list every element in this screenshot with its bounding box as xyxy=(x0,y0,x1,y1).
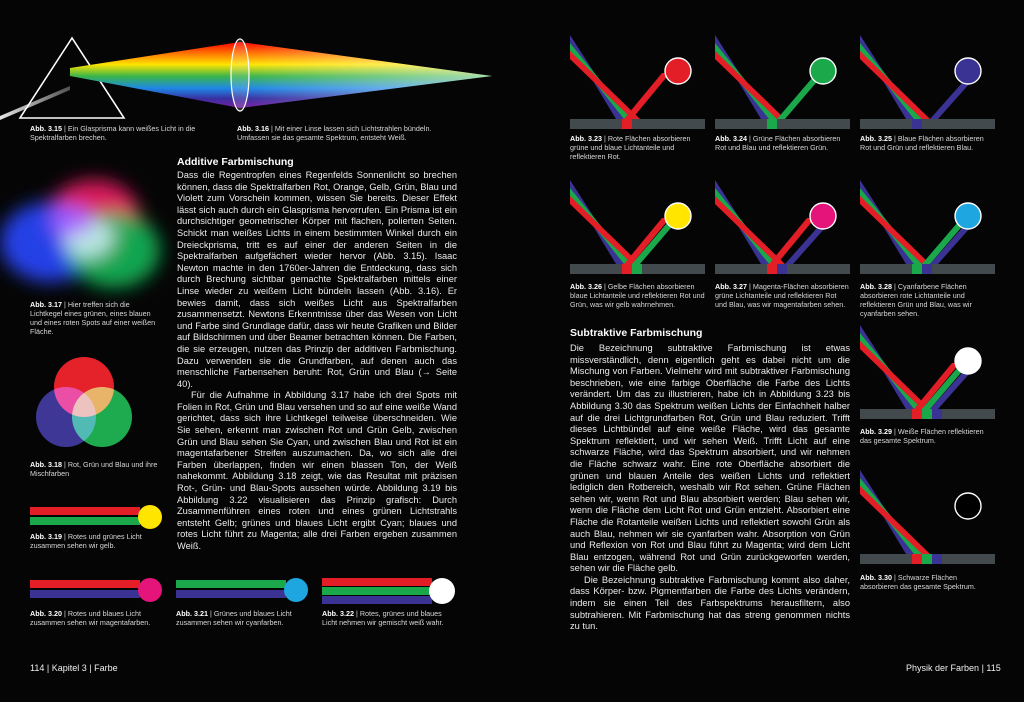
caption-abb-3-22: Abb. 3.22 | Rotes, grünes und blaues Licht nehmen wir gemischt weiß wahr. xyxy=(322,609,444,627)
caption-abb-3-23: Abb. 3.23 | Rote Flächen absorbieren grüne und blaue Lichtanteile und reflektieren Rot. xyxy=(570,134,691,161)
light-cones-photo xyxy=(2,172,167,292)
rgb-white-bars xyxy=(322,576,462,608)
footer-right: Physik der Farben | 115 xyxy=(906,663,1001,673)
paragraph-subtractive-2: Die Bezeichnung subtraktive Farbmischung kommt also daher, dass Körper- bzw. Pigmentfarben die Farbe des Lichts verändern, indem sie einen Teil des Farbspektrums herausfiltern, also subtrahieren. Mit Farbmischung hat das streng genommen nichts zu tun. xyxy=(570,574,850,632)
caption-abb-3-24: Abb. 3.24 | Grüne Flächen absorbieren Rot und Blau und reflektieren Grün. xyxy=(715,134,841,152)
caption-abb-3-27: Abb. 3.27 | Magenta-Flächen absorbieren grüne Lichtanteile und reflektieren Rot und Blau, was wir magentafarben sehen. xyxy=(715,282,849,309)
spectrum-lens-illustration xyxy=(52,36,502,116)
red-blue-magenta-bars xyxy=(30,577,170,607)
caption-abb-3-25: Abb. 3.25 | Blaue Flächen absorbieren Rot und Grün und reflektieren Blau. xyxy=(860,134,984,152)
red-green-yellow-bars xyxy=(30,504,170,534)
caption-abb-3-28: Abb. 3.28 | Cyanfarbene Flächen absorbieren rote Lichtanteile und reflektieren Grün und Blau, was wir cyanfarben sehen. xyxy=(860,282,972,318)
diagram-red-surface xyxy=(570,35,705,131)
diagram-white-surface xyxy=(860,325,995,421)
caption-abb-3-20: Abb. 3.20 | Rotes und blaues Licht zusammen sehen wir magentafarben. xyxy=(30,609,151,627)
diagram-magenta-surface xyxy=(715,180,850,276)
caption-abb-3-21: Abb. 3.21 | Grünes und blaues Licht zusammen sehen wir cyanfarben. xyxy=(176,609,292,627)
paragraph-additive-2: Für die Aufnahme in Abbildung 3.17 habe ich drei Spots mit Folien in Rot, Grün und Blau versehen und so auf eine weiße Wand gerichtet, dass sich ihre Lichtkegel teilweise überschneiden. Wie Sie sehen, erkennt man zwischen Rot und Grün Gelb, zwischen Grün und Blau sehen Sie Cyan, und zwischen Blau und Rot ist ein magentafarbener Streifen auszumachen. Da, wo sich alle drei Farben überlappen, finden wir einen blassen Ton, der Weiß nahekommt. Abbildung 3.18 zeigt, wie das Resultat mit präzisen Rot-, Grün- und Blau-Spots aussehen würde. Abbildung 3.19 bis Abbildung 3.22 visualisieren das Prinzip grafisch: Durch Zusammenführen eines roten und eines grünen Lichtstrahls entsteht Gelb; grünes und blaues Licht ergibt Cyan; blaues und rotes Licht führt zu Magenta; alle drei Farben ergeben zusammen Weiß. xyxy=(177,390,457,551)
caption-abb-3-15: Abb. 3.15 | Ein Glasprisma kann weißes Licht in die Spektralfarben brechen. xyxy=(30,124,196,142)
rgb-venn-diagram xyxy=(30,355,140,455)
caption-abb-3-19: Abb. 3.19 | Rotes und grünes Licht zusammen sehen wir gelb. xyxy=(30,532,142,550)
body-text-subtractive xyxy=(570,343,850,633)
diagram-black-surface xyxy=(860,470,995,566)
caption-abb-3-26: Abb. 3.26 | Gelbe Flächen absorbieren blaue Lichtanteile und reflektieren Rot und Grün, was wir gelb wahrnehmen. xyxy=(570,282,705,309)
caption-abb-3-18: Abb. 3.18 | Rot, Grün und Blau und ihre Mischfarben xyxy=(30,460,158,478)
green-blue-cyan-bars xyxy=(176,577,316,607)
body-text-additive xyxy=(177,170,457,553)
diagram-blue-surface xyxy=(860,35,995,131)
caption-abb-3-17: Abb. 3.17 | Hier treffen sich die Lichtkegel eines grünen, eines blauen und eines roten Spots auf einer weißen Fläche. xyxy=(30,300,156,336)
paragraph-additive-1: Dass die Regentropfen eines Regenfelds Sonnenlicht so brechen können, dass die Spektralfarben Rot, Orange, Gelb, Grün, Blau und Violett zum Vorschein kommen, wissen Sie bereits. Dieser Effekt lässt sich auch durch ein Glasprisma hervorrufen. Ein Prisma ist ein durchsichtiger geometrischer Körper mit flachen, polierten Seiten. Schickt man weißes Lichts in einem bestimmten Winkel durch ein Dreieckprisma, tritt es auf einer der anderen Seiten in die Spektralfarben aufgefächert wieder hervor (Abb. 3.15). Isaac Newton machte in den 1760er-Jahren die Entdeckung, dass sich durch Brechung sichtbar gemachte Spektralfarben mittels einer Linse wieder zu weißem Licht bündeln lassen (Abb. 3.16). Er bewies damit, dass sich weißes Licht aus Spektralfarben zusammensetzt. Newtons Erkenntnisse über das Wesen von Licht und Farbe sind Grundlage dafür, dass wir heute Grafiken und Bilder auf Bildschirmen und über Beamer betrachten können. Die Farben, die sie erzeugen, nutzen das Prinzip der additiven Farbmischung. Dazu verwenden sie die Grundfarben, auf denen auch das menschliche Farbensehen beruht: Rot, Grün und Blau (→ Seite 40). xyxy=(177,170,457,389)
diagram-yellow-surface xyxy=(570,180,705,276)
section-title-subtractive: Subtraktive Farbmischung xyxy=(570,327,703,339)
diagram-green-surface xyxy=(715,35,850,131)
section-title-additive: Additive Farbmischung xyxy=(177,156,294,168)
caption-abb-3-29: Abb. 3.29 | Weiße Flächen reflektieren das gesamte Spektrum. xyxy=(860,427,984,445)
paragraph-subtractive-1: Die Bezeichnung subtraktive Farbmischung ist etwas missverständlich, denn eigentlich geht es dabei nicht um die Mischung von Farben. Vielmehr wird mit subtraktiver Farbmischung beschrieben, wie eine farbige Oberfläche die Farbe des Lichts verändert. Um das zu illustrieren, habe ich in Abbildung 3.23 bis Abbildung 3.30 das Spektrum weißen Lichts der Einfachheit halber auf die drei Lichtgrundfarben Rot, Grün und Blau reduziert. Trifft dieses Lichtbündel auf eine weiße Fläche, wird das gesamte Spektrum reflektiert, und wir sehen Weiß. Trifft Licht auf eine schwarze Fläche, wird das Spektrum absorbiert, und wir nehmen die Fläche schwarz wahr. Eine rote Oberfläche absorbiert die grünen und blauen Anteile des weißen Lichts und reflektiert lediglich den Rotbereich, weshalb wir Rot sehen. Grüne Flächen sehen wir, wenn Rot und Blau absorbiert werden; Blau sehen wir, wenn die Fläche dem Licht Rot und Grün entzieht. Absorbiert eine Fläche die Rotanteile weißen Lichts und reflektiert sowohl Grün als auch Blau, nehmen wir sie cyanfarben wahr. Absorption von Grün und Reflexion von Rot und Blau führt zu Magenta; wird dem Licht Blau entzogen, während Rot und Grün zurückgeworfen werden, sehen wir die Fläche gelb. xyxy=(570,343,850,574)
caption-abb-3-30: Abb. 3.30 | Schwarze Flächen absorbieren das gesamte Spektrum. xyxy=(860,573,976,591)
diagram-cyan-surface xyxy=(860,180,995,276)
caption-abb-3-16: Abb. 3.16 | Mit einer Linse lassen sich Lichtstrahlen bündeln. Umfassen sie das gesamte Spektrum, entsteht Weiß. xyxy=(237,124,432,142)
footer-left: 114 | Kapitel 3 | Farbe xyxy=(30,663,118,673)
